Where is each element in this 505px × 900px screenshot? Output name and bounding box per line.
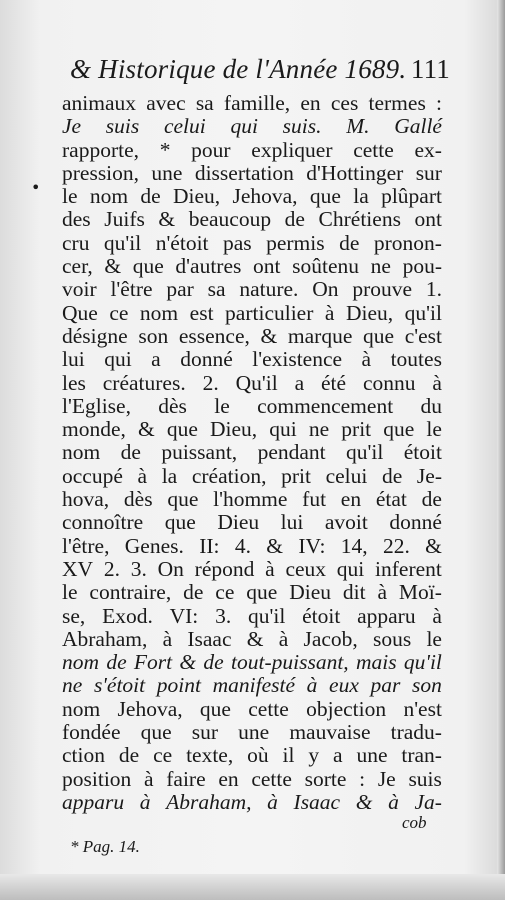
text-line: nom Jehova, que cette objection n'est xyxy=(62,696,442,721)
text-line: le nom de Dieu, Jehova, que la plûpart xyxy=(62,184,442,209)
page-edge-bottom xyxy=(0,874,505,900)
margin-mark: • xyxy=(31,178,41,197)
text-line: l'Eglise, dès le commencement du xyxy=(62,393,442,418)
text-line: ne s'étoit point manifesté à eux par son xyxy=(62,673,442,698)
footnote: * Pag. 14. xyxy=(70,837,140,856)
text-line: nom de Fort & de tout-puissant, mais qu'il xyxy=(62,650,442,675)
text-line: voir l'être par sa nature. On prouve 1. xyxy=(62,277,442,302)
text-line: l'être, Genes. II: 4. & IV: 14, 22. & xyxy=(62,533,442,558)
text-line: lui qui a donné l'existence à toutes xyxy=(62,347,442,372)
catchword: cob xyxy=(402,813,427,832)
text-line: apparu à Abraham, à Isaac & à Ja- xyxy=(62,789,442,814)
text-line: Abraham, à Isaac & à Jacob, sous le xyxy=(62,626,442,651)
text-line: rapporte, * pour expliquer cette ex- xyxy=(62,137,442,162)
text-line: position à faire en cette sorte : Je suis xyxy=(62,766,442,791)
text-line: désigne son essence, & marque que c'est xyxy=(62,323,442,348)
text-line: se, Exod. VI: 3. qu'il étoit apparu à xyxy=(62,603,442,628)
text-line: Que ce nom est particulier à Dieu, qu'il xyxy=(62,300,442,325)
text-line: XV 2. 3. On répond à ceux qui inferent xyxy=(62,556,442,581)
text-line: le contraire, de ce que Dieu dit à Moï- xyxy=(62,580,442,605)
text-line: occupé à la création, prit celui de Je- xyxy=(62,463,442,488)
text-line: connoître que Dieu lui avoit donné xyxy=(62,510,442,535)
running-title: & Historique de l'Année 1689. xyxy=(70,54,407,84)
page-number: 111 xyxy=(410,54,450,84)
text-line: pression, une dissertation d'Hottinger sur xyxy=(62,160,442,185)
text-line: ction de ce texte, où il y a une tran- xyxy=(62,743,442,768)
text-line: animaux avec sa famille, en ces termes : xyxy=(62,91,442,115)
text-line: les créatures. 2. Qu'il a été connu à xyxy=(62,370,442,395)
body-text xyxy=(62,92,442,814)
text-line: fondée que sur une mauvaise tradu- xyxy=(62,720,442,745)
text-line: Je suis celui qui suis. M. Gallé xyxy=(62,114,442,139)
text-line: des Juifs & beaucoup de Chrétiens ont xyxy=(62,207,442,232)
text-line: nom de puissant, pendant qu'il étoit xyxy=(62,440,442,465)
text-line: hova, dès que l'homme fut en état de xyxy=(62,487,442,512)
text-line: monde, & que Dieu, qui ne prit que le xyxy=(62,417,442,442)
running-header xyxy=(70,54,450,84)
text-line: cer, & que d'autres ont soûtenu ne pou- xyxy=(62,254,442,279)
page-edge-right xyxy=(497,0,505,900)
text-line: cru qu'il n'étoit pas permis de pronon- xyxy=(62,230,442,255)
